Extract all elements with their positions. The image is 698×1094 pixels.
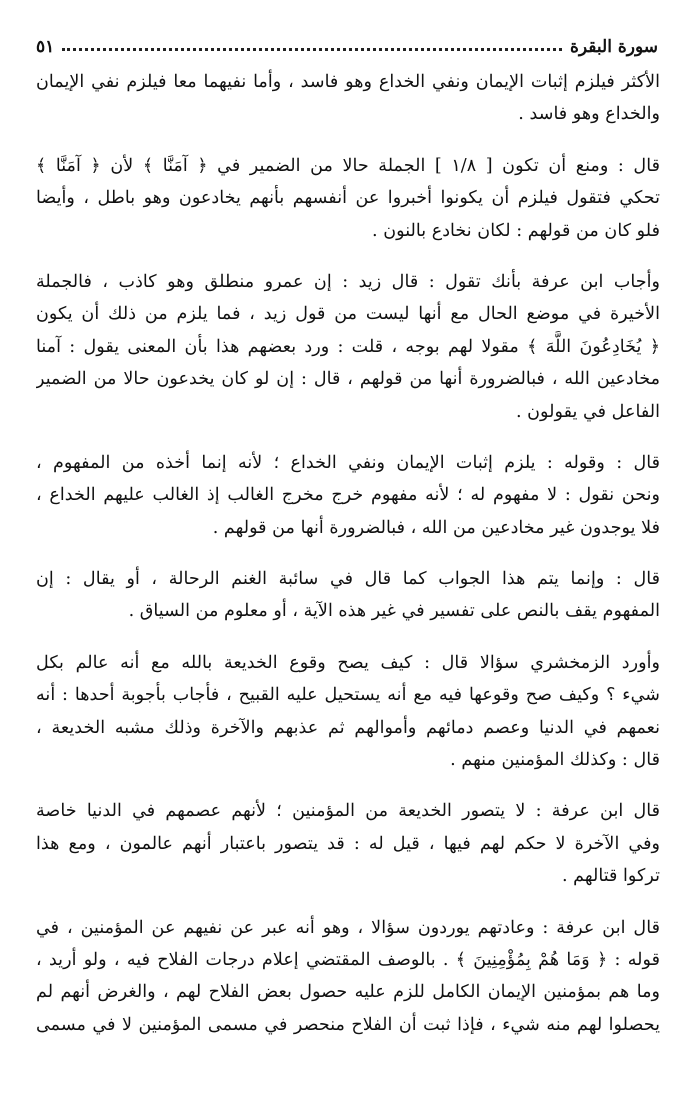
paragraph-6 <box>36 647 660 777</box>
text-line: تركوا قتالهم . <box>562 866 660 887</box>
text-line: مخادعين الله ، فبالضرورة أنها من قولهم ، قال : إن لو كان يخدعون حالا من الضمير <box>36 369 660 390</box>
page-number: ٥١ <box>36 37 55 57</box>
text-line: يحصلوا لهم منه شيء ، فإذا ثبت أن الفلاح منحصر في مسمى المؤمنين لا في مسمى <box>36 1014 660 1035</box>
text-line: الفاعل في يقولون . <box>515 401 660 422</box>
paragraph-2 <box>36 150 660 247</box>
text-line: الأكثر فيلزم إثبات الإيمان ونفي الخداع وهو فاسد ، وأما نفيهما معا فيلزم نفي الإيمان <box>36 72 660 92</box>
text-line: قوله : ﴿ وَمَا هُمْ بِمُؤْمِنِينَ ﴾ . بالوصف المقتضي إعلام درجات الفلاح فيه ، ولو أريد ، <box>36 949 660 970</box>
header-dotted-rule <box>62 48 562 51</box>
text-line: وفي الآخرة لا حكم لهم فيها ، قيل له : قد يتصور باعتبار أنهم عالمون ، ومع هذا <box>36 833 660 854</box>
text-line: قال : وإنما يتم هذا الجواب كما قال في سائبة الغنم الرحالة ، أو يقال : إن <box>36 569 660 590</box>
page-header <box>36 34 658 60</box>
text-line: شيء ؟ وكيف صح وقوعها فيه مع أنه يستحيل عليه القبيح ، فأجاب بأجوبة أحدها : أنه <box>36 685 660 706</box>
text-line: وما هم بمؤمنين الإيمان الكامل للزم عليه حصول بعض الفلاح لهم ، والغرض أنهم لم <box>36 982 660 1003</box>
page-body <box>36 66 660 1041</box>
paragraph-3 <box>36 266 660 428</box>
text-line: قال ابن عرفة : وعادتهم يوردون سؤالا ، وهو أنه عبر عن نفيهم عن المؤمنين ، في <box>36 917 660 938</box>
text-line: قال : ومنع أن تكون [ ١/٨ ] الجملة حالا من الضمير في ﴿ آمَنَّا ﴾ لأن ﴿ آمَنَّا ﴾ <box>36 155 660 176</box>
text-line: وأورد الزمخشري سؤالا قال : كيف يصح وقوع الخديعة بالله مع أنه عالم بكل <box>36 652 660 673</box>
text-line: تحكي فتقول فيلزم أن يكونوا أخبروا عن أنفسهم بأنهم يخادعون وهو باطل ، وأيضا <box>36 188 660 209</box>
paragraph-5 <box>36 563 660 628</box>
paragraph-8 <box>36 912 660 1042</box>
paragraph-4 <box>36 447 660 544</box>
text-line: ﴿ يُخَادِعُونَ اللَّهَ ﴾ مقولا لهم بوجه ، قلت : ورد بعضهم هذا بأن المعنى يقول : آمنا <box>36 336 660 357</box>
text-line: والخداع وهو فاسد . <box>518 104 660 125</box>
text-line: نعمهم في الدنيا وعصم دمائهم وأموالهم ثم عذبهم والآخرة وذلك مشبه الخديعة ، <box>36 717 660 738</box>
text-line: المفهوم يقف بالنص على تفسير في غير هذه الآية ، أو معلوم من السياق . <box>128 601 660 622</box>
text-line: الأخيرة في موضع الحال مع أنها ليست من قول زيد ، فما يلزم من ذلك أن يكون <box>36 304 660 325</box>
paragraph-7 <box>36 795 660 892</box>
text-line: وأجاب ابن عرفة بأنك تقول : قال زيد : إن عمرو منطلق وهو كاذب ، فالجملة <box>36 271 660 292</box>
text-line: قال : وقوله : يلزم إثبات الإيمان ونفي الخداع ؛ لأنه إنما أخذه من المفهوم ، <box>36 452 660 473</box>
running-title: سورة البقرة <box>570 37 658 57</box>
text-line: ونحن نقول : لا مفهوم له ؛ لأنه مفهوم خرج مخرج الغالب إذ الغالب عليهم الخداع ، <box>36 485 660 506</box>
text-line: قال : وكذلك المؤمنين منهم . <box>450 750 660 771</box>
paragraph-1 <box>36 66 660 131</box>
text-line: قال ابن عرفة : لا يتصور الخديعة من المؤمنين ؛ لأنهم عصمهم في الدنيا خاصة <box>36 801 660 822</box>
text-line: فلو كان من قولهم : لكان نخادع بالنون . <box>372 220 660 241</box>
text-line: فلا يوجدون غير مخادعين من الله ، فبالضرورة أنها من قولهم . <box>212 517 660 538</box>
